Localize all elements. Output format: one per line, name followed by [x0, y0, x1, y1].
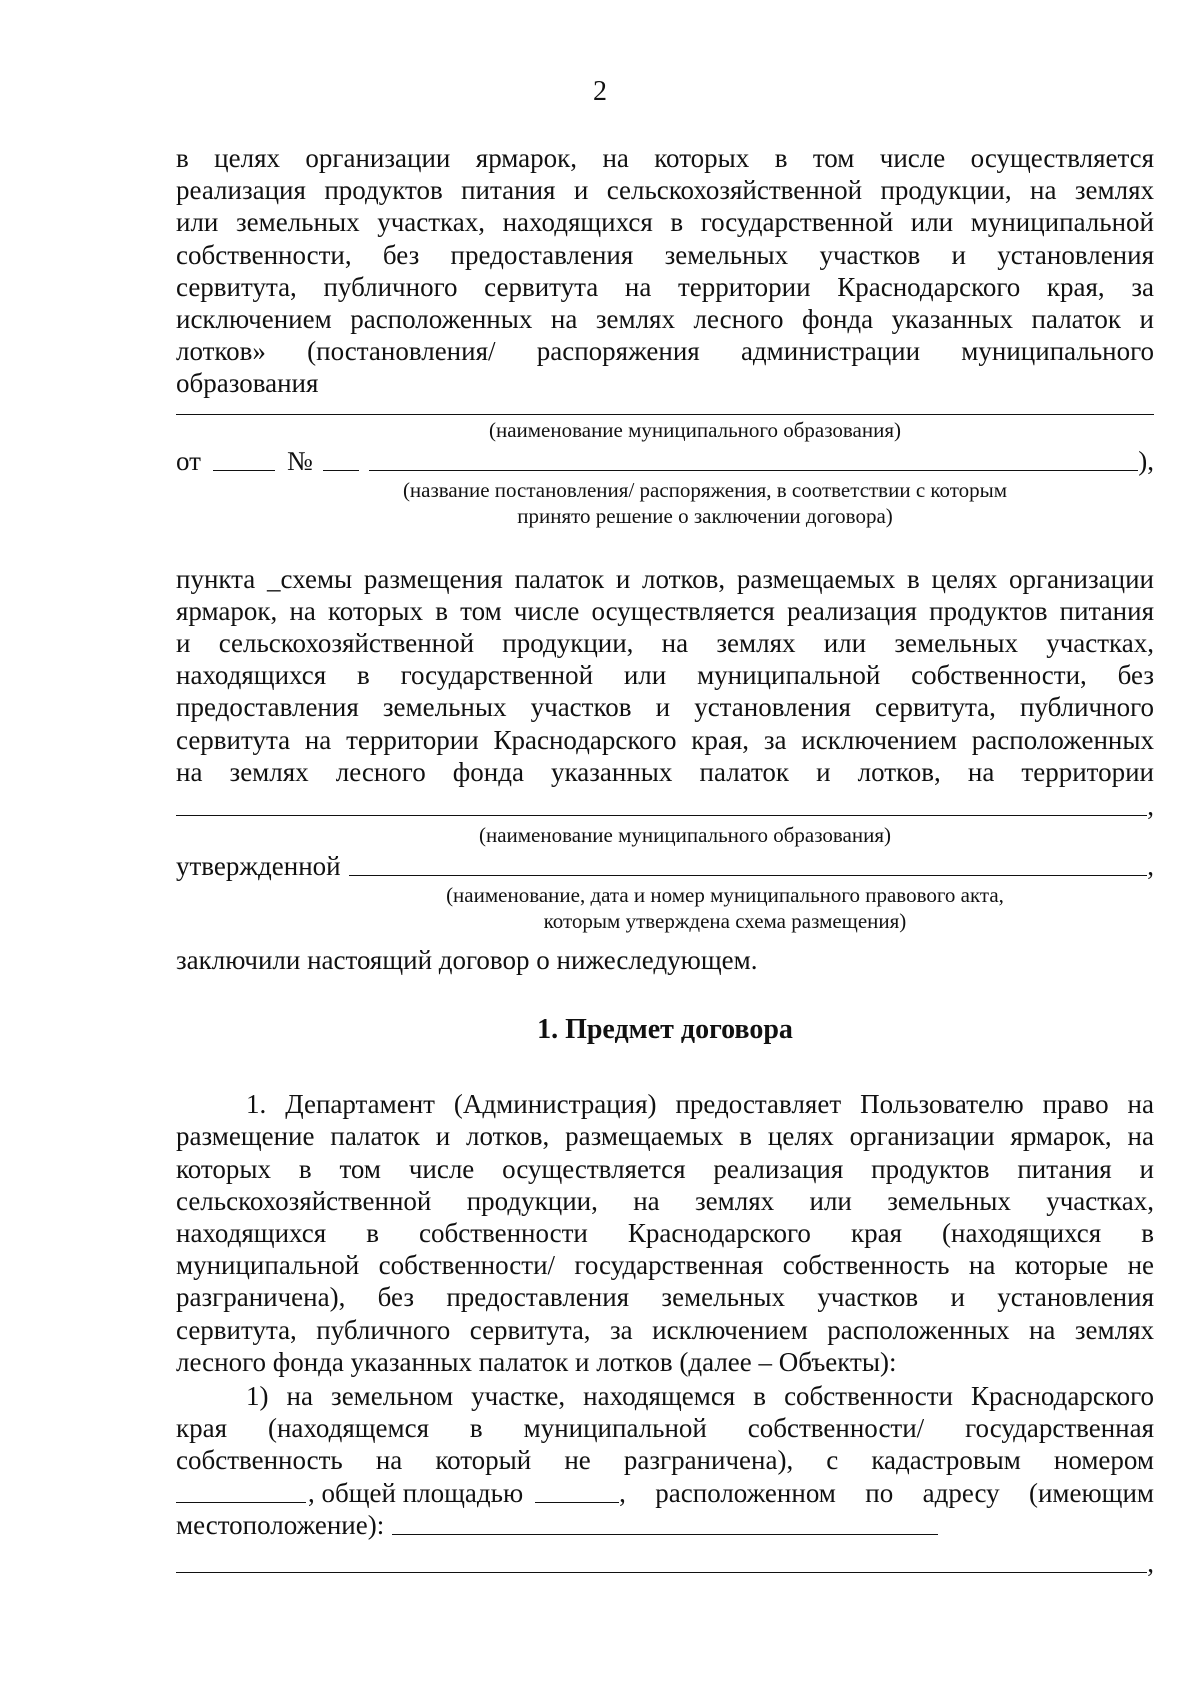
text-line: лесного фонда указанных палаток и лотков (далее – Объекты): — [176, 1346, 897, 1377]
ot-label: от — [176, 445, 201, 476]
text-line: лотков» (постановления/ распоряжения администрации муниципального — [176, 336, 1154, 367]
concluded-line — [176, 944, 1154, 976]
text-line: реализация продуктов питания и сельскохозяйственной продукции, на землях — [176, 175, 1154, 206]
scheme-paragraph — [176, 563, 1154, 788]
item-1 — [176, 1380, 1154, 1477]
municipality-caption-1: (наименование муниципального образования) — [488, 417, 902, 442]
cadastral-row — [176, 1477, 1154, 1509]
territory-blank — [176, 791, 1147, 816]
address-text: , расположенном по адресу (имеющим — [619, 1477, 1154, 1508]
territory-row — [176, 790, 1154, 822]
document-body — [176, 142, 1154, 1579]
comma: , — [1147, 1547, 1154, 1578]
area-text: , общей площадью — [308, 1477, 524, 1508]
text-line: сервитута, публичного сервитута, за исключением расположенных на землях — [176, 1314, 1154, 1345]
municipality-blank-1 — [176, 414, 1154, 415]
text-line: сервитута на территории Краснодарского края, за исключением расположенных — [176, 724, 1154, 755]
text-line: образования — [176, 368, 319, 399]
comma: , — [1147, 791, 1154, 822]
text-line: разграничена), без предоставления земельных участков и установления — [176, 1282, 1154, 1313]
text-line: которых в том числе осуществляется реализация продуктов питания и — [176, 1153, 1154, 1184]
text-line: муниципальной собственности/ государственная собственность на которые не — [176, 1250, 1154, 1281]
municipality-caption-2: (наименование муниципального образования) — [478, 823, 892, 848]
text-line: на землях лесного фонда указанных палаток и лотков, на территории — [176, 756, 1154, 787]
text-line: находящихся в собственности Краснодарского края (находящихся в — [176, 1218, 1154, 1249]
text-line: предоставления земельных участков и установления сервитута, публичного — [176, 692, 1154, 723]
text-line: собственность на который не разграничена), с кадастровым номером — [176, 1445, 1154, 1476]
caption-line: принято решение о заключении договора) — [517, 503, 893, 528]
area-blank — [535, 1478, 619, 1503]
text-line: пункта _схемы размещения палаток и лотков, размещаемых в целях организации — [176, 563, 1154, 594]
resolution-caption — [176, 477, 1154, 529]
caption-line: (название постановления/ распоряжения, в соответствии с которым — [402, 477, 1008, 502]
text-line: исключением расположенных на землях лесного фонда указанных палаток и — [176, 304, 1154, 335]
text-line: сельскохозяйственной продукции, на землях или земельных участках, — [176, 1185, 1154, 1216]
page-number: 2 — [593, 76, 607, 107]
location-row — [176, 1509, 1154, 1541]
subject-paragraph — [176, 1088, 1154, 1378]
location-blank — [392, 1510, 938, 1535]
section-heading: 1. Предмет договора — [537, 1014, 793, 1046]
text-line: и сельскохозяйственной продукции, на землях или земельных участках, — [176, 628, 1154, 659]
location-continuation-row — [176, 1547, 1154, 1579]
date-blank — [213, 446, 275, 471]
resolution-row — [176, 445, 1154, 477]
text-line: собственности, без предоставления земельных участков и установления — [176, 239, 1154, 270]
text-line: в целях организации ярмарок, на которых в том числе осуществляется — [176, 143, 1154, 173]
comma: , — [1147, 851, 1154, 882]
number-blank — [323, 446, 359, 471]
text-line: заключили настоящий договор о нижеследующем. — [176, 945, 758, 976]
act-caption — [176, 882, 1154, 934]
number-sign: № — [286, 445, 313, 476]
cadastral-number-blank — [176, 1478, 306, 1503]
caption-line: которым утверждена схема размещения) — [543, 909, 907, 934]
approved-act-blank — [349, 851, 1148, 876]
closing-paren: ), — [1138, 445, 1154, 476]
intro-paragraph — [176, 142, 1154, 400]
text-line: сервитута, публичного сервитута на территории Краснодарского края, за — [176, 271, 1154, 302]
location-continuation-blank — [176, 1548, 1147, 1573]
caption-line: (наименование, дата и номер муниципального правового акта, — [446, 883, 1004, 908]
text-line: находящихся в государственной или муниципальной собственности, без — [176, 660, 1154, 691]
text-line: края (находящемся в муниципальной собственности/ государственная — [176, 1413, 1154, 1444]
text-line: размещение палаток и лотков, размещаемых в целях организации ярмарок, на — [176, 1121, 1154, 1152]
text-line: 1. Департамент (Администрация) предоставляет Пользователю право на — [246, 1089, 1154, 1120]
text-line: или земельных участках, находящихся в государственной или муниципальной — [176, 207, 1154, 238]
location-label: местоположение): — [176, 1509, 385, 1540]
text-line: ярмарок, на которых в том числе осуществляется реализация продуктов питания — [176, 595, 1154, 626]
resolution-name-blank — [369, 446, 1139, 471]
approved-label: утвержденной — [176, 851, 341, 882]
text-line: 1) на земельном участке, находящемся в собственности Краснодарского — [246, 1381, 1154, 1412]
approved-row — [176, 850, 1154, 882]
